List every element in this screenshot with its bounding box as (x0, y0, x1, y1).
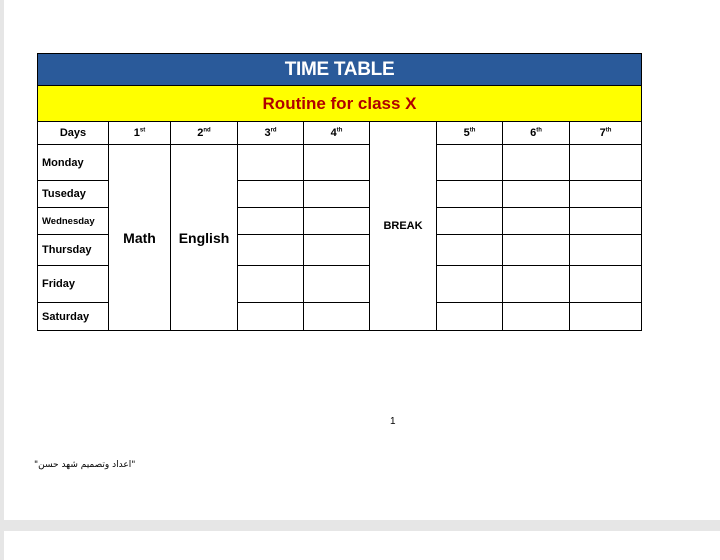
cell (503, 145, 570, 181)
header-period-3: 3rd (238, 122, 304, 145)
cell (503, 235, 570, 266)
header-period-4: 4th (304, 122, 370, 145)
header-period-5: 5th (437, 122, 503, 145)
cell (570, 266, 642, 303)
cell (503, 266, 570, 303)
cell (437, 235, 503, 266)
header-days: Days (38, 122, 109, 145)
cell (304, 303, 370, 331)
cell (437, 303, 503, 331)
cell (503, 181, 570, 208)
cell (570, 208, 642, 235)
header-period-1: 1st (109, 122, 171, 145)
cell (503, 208, 570, 235)
cell (238, 303, 304, 331)
subject-english: English (171, 145, 238, 331)
document-page (4, 0, 720, 520)
cell (437, 266, 503, 303)
page-number: 1 (390, 416, 396, 427)
table-row (38, 145, 642, 181)
cell (437, 208, 503, 235)
subject-math: Math (109, 145, 171, 331)
next-page (4, 531, 720, 560)
cell (570, 181, 642, 208)
cell (437, 145, 503, 181)
cell (570, 235, 642, 266)
header-period-6: 6th (503, 122, 570, 145)
cell (238, 235, 304, 266)
header-period-7: 7th (570, 122, 642, 145)
day-wednesday: Wednesday (38, 208, 109, 235)
cell (238, 145, 304, 181)
cell (503, 303, 570, 331)
day-tuesday: Tuseday (38, 181, 109, 208)
cell (304, 266, 370, 303)
cell (304, 145, 370, 181)
day-friday: Friday (38, 266, 109, 303)
cell (304, 181, 370, 208)
cell (304, 208, 370, 235)
timetable-subtitle: Routine for class X (38, 86, 642, 122)
day-saturday: Saturday (38, 303, 109, 331)
cell (304, 235, 370, 266)
credit-text: "اعداد وتصميم شهد حسن" (34, 460, 136, 470)
cell (238, 208, 304, 235)
cell (437, 181, 503, 208)
break-cell: BREAK (370, 122, 437, 331)
timetable (37, 53, 642, 331)
cell (238, 181, 304, 208)
header-period-2: 2nd (171, 122, 238, 145)
cell (238, 266, 304, 303)
timetable-title: TIME TABLE (38, 54, 642, 86)
cell (570, 303, 642, 331)
day-thursday: Thursday (38, 235, 109, 266)
day-monday: Monday (38, 145, 109, 181)
cell (570, 145, 642, 181)
header-row (38, 122, 642, 145)
